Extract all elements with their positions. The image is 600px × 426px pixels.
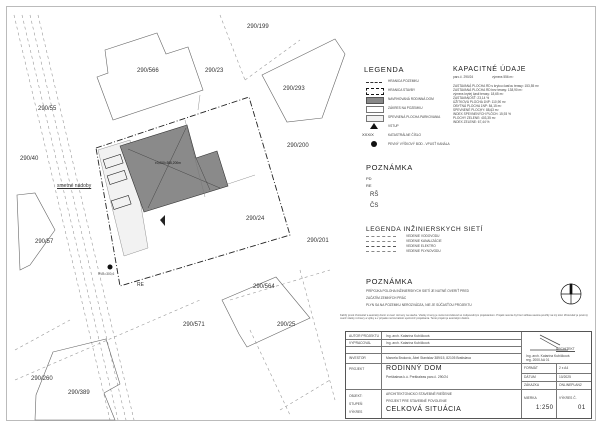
boundary-line-icon	[366, 82, 382, 83]
legend-item: XXX/X KATASTRÁLNE ČÍSLO	[362, 132, 422, 137]
note-rs: RŠ	[370, 192, 379, 198]
note-cs: ČS	[370, 203, 379, 209]
note1-title: POZNÁMKA	[366, 163, 413, 172]
logo: ARCHITEKT	[556, 347, 575, 351]
parcel-290-571: 290/571	[183, 322, 205, 328]
project-title: RODINNÝ DOM	[386, 365, 443, 372]
capacity-list: ZASTAVANÁ PLOCHA RD s krytou časťou terasy: 153,55 m² ZASTAVANÁ PLOCHA RD bez terasy: 138,90 m² výmera krytej časti terasy: 18,65 m² ZASTAVANOSŤ: 23,14 % ÚŽITKOVÁ PLOCHA 1NP: 110,90 m² OBYTNÁ PLOCHA 1NP: 84,15 m² SPEVNENÉ PLOCHY: 88,63 m² INDEX SPEVNENÝCH PLÔCH: 15,93 % PLOCHY ZELENE: 403,35 m² INDEX ZELENE: 67,44 %	[453, 84, 539, 124]
entrance-icon	[370, 123, 378, 129]
parcel-290-564: 290/564	[253, 284, 275, 290]
parcel-290-293: 290/293	[283, 86, 305, 92]
capacity-title: KAPACITNÉ ÚDAJE	[453, 66, 527, 73]
parcel-290-57: 290/57	[35, 239, 54, 245]
house-level-label: ±0,000=306,200m	[155, 161, 181, 165]
note-re: RE	[366, 183, 372, 188]
parcel-290-23: 290/23	[205, 68, 224, 74]
title-block: AUTOR PROJEKTU Ing. arch. Katarína Kubíčková VYPRACOVAL Ing. arch. Katarína Kubíčková INVESTOR Marcela Bruková, Ábel Stanislav 389/15, 82105 Bratislava PROJEKT RODINNÝ DOM Prešbaleas k.ú. Prešbaleas parc.č. 290/24 OBJEKT: STUPEŇ VÝKRES ARCHITEKTONICKO STAVEBNÉ RIEŠENIE PROJEKT PRE STAVEBNÉ POVOLENIE CELKOVÁ SITUÁCIA ARCHITEKT Ing. arch. Katarína Kubíčková reg. 2000 AA 01 FORMÁT 2 x A4 DÁTUM 10/2025 ZÁKAZKA ONLINEPLAN2 MIERKA 1:250 VÝKRES Č. 01	[345, 331, 592, 419]
legend-item: HRANICA POZEMKU	[366, 78, 456, 86]
legend-title: LEGENDA	[364, 65, 405, 74]
capacity-parcel: parc.č. 290/24	[453, 75, 474, 79]
building-boundary-icon	[366, 88, 384, 95]
legend-item: SPEVNENÁ PLOCHA PARKOVANIA	[366, 114, 456, 122]
parcel-290-566: 290/566	[137, 68, 159, 74]
utilities-title: LEGENDA INŽINIERSKYCH SIETÍ	[366, 226, 483, 233]
parcel-290-200: 290/200	[287, 143, 309, 149]
parcel-290-199: 290/199	[247, 24, 269, 30]
parcel-290-260: 290/260	[31, 376, 53, 382]
re-label: RE	[137, 282, 144, 288]
parcel-290-201: 290/201	[307, 238, 329, 244]
drawing-title: CELKOVÁ SITUÁCIA	[386, 406, 462, 413]
scale-value: 1:250	[536, 405, 554, 411]
waste-bins-label: smetné nádoby	[57, 183, 92, 189]
legend-item: PEVNÝ VÝŠKOVÝ BOD - VPUSŤ KANÁLA	[366, 141, 456, 149]
entrance-icon	[160, 215, 165, 226]
parcel-290-25: 290/25	[277, 322, 296, 328]
fixed-point-icon	[371, 141, 377, 147]
parcel-290-24: 290/24	[246, 216, 265, 222]
note-pd: PD	[366, 176, 372, 181]
house-fill-icon	[366, 97, 384, 104]
note2-title: POZNÁMKA	[366, 277, 413, 286]
disclaimer-text: Každý prvok zhotoviteľ a autorský dozor si overí rozmery na stavbe. Všetky zmeny je nutné konzultovať so zodpovedným projektantom. Projekt nesmie byť bez súhlasu autora použitý na iný účel. Zhotoviteľ je povinný overiť všetky rozmery a výšky a v prípade nezrovnalostí upozorniť projektanta. Tento projekt je autorským dielom.	[340, 314, 588, 321]
legend-item: NAVRHOVANÁ RODINNÁ DOM	[366, 96, 456, 104]
north-arrow-icon	[561, 284, 581, 304]
legend-item: ZÁKRES NA POZEMKU	[366, 105, 456, 113]
legend-item: VSTUP	[366, 123, 456, 131]
parcel-290-55: 290/55	[38, 106, 57, 112]
plot-drawing-icon	[366, 106, 384, 113]
parcel-290-389: 290/389	[68, 390, 90, 396]
sheet-number: 01	[578, 405, 586, 411]
parcel-290-40: 290/40	[20, 156, 39, 162]
paved-area-icon	[366, 115, 384, 122]
fixed-point-label: PVB=300,6	[98, 272, 115, 276]
capacity-area: výmera 556 m²	[492, 75, 514, 79]
legend-item: HRANICA STAVBY	[366, 87, 456, 95]
